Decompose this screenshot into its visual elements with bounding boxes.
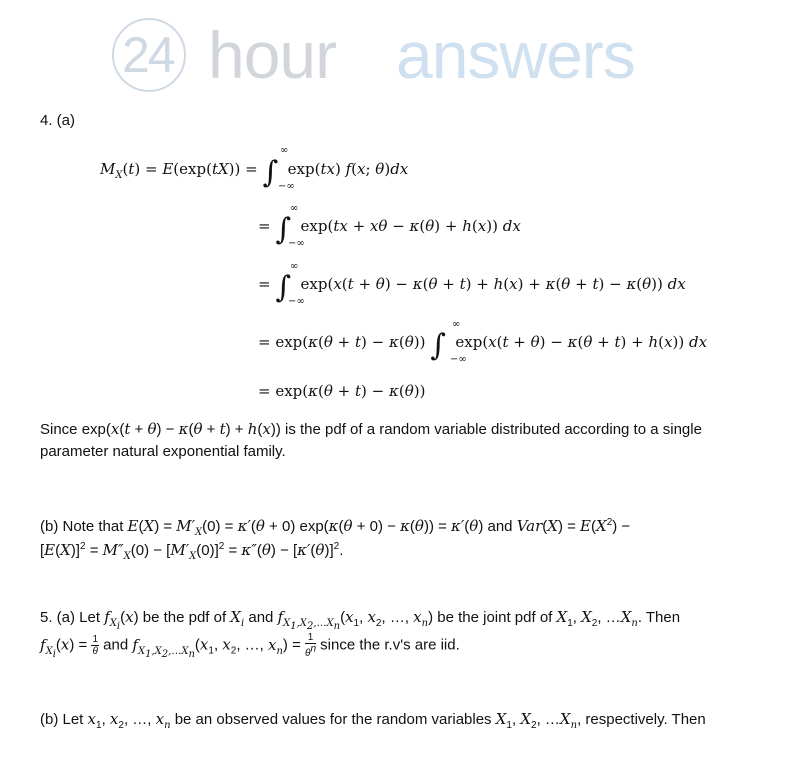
q4-since-line-2: parameter natural exponential family. bbox=[40, 443, 286, 460]
logo-word-hour: hour bbox=[208, 18, 337, 92]
q4b-line-1: (b) Note that $E(X) = M'_X(0) = \kappa'(\theta + 0) \exp(\kappa(\theta + 0) - \kappa(\theta)) = \kappa'(\theta)$ and $Var(X) = E(X^2)$ − bbox=[40, 517, 631, 538]
eq2-upper-limit: ∞ bbox=[290, 203, 299, 214]
q5b-line-1: (b) Let $x_1$, $x_2$, …, $x_n$ be an observed values for the random variables $X_1$, $X_2$, $\dots X_n$, respectively. Then bbox=[40, 710, 706, 731]
eq2-text: = ∫ exp(tx + xθ − κ(θ) + h(x)) dx bbox=[258, 212, 521, 247]
q4-label: 4. (a) bbox=[40, 112, 76, 129]
eq4-upper-limit: ∞ bbox=[452, 319, 461, 330]
fraction-one-over-theta: $\frac{1}{\theta}$ bbox=[92, 634, 99, 658]
q4-equation-5 bbox=[258, 380, 425, 402]
q4-equation-1 bbox=[100, 155, 409, 190]
eq1-upper-limit: ∞ bbox=[280, 145, 289, 156]
eq1-lower-limit: −∞ bbox=[278, 181, 295, 192]
logo-number: 24 bbox=[122, 27, 174, 83]
q5a-line-1: 5. (a) Let $f_{X_i}(x)$ be the pdf of $X_i$ and $f_{X_1,X_2,\dots X_n}(x_1$, $x_2$, …, $x_n$) be the joint pdf of $X_1$, $X_2$, $\dots X_n$. Then bbox=[40, 608, 681, 632]
site-logo bbox=[112, 18, 672, 96]
eq2-lower-limit: −∞ bbox=[288, 238, 305, 249]
q5a-line-2: $f_{X_i}(x)$ = $\frac{1}{\theta}$ and $f_{X_1,X_2,\dots X_n}(x_1$, $x_2$, …, $x_n$) = $\frac{1}{\theta^n}$ since the r.v's are iid. bbox=[40, 632, 460, 660]
eq4-text: = exp(κ(θ + t) − κ(θ)) ∫ exp(x(t + θ) − κ(θ + t) + h(x)) dx bbox=[258, 328, 708, 363]
logo-word-answers: answers bbox=[396, 18, 635, 92]
eq3-text: = ∫ exp(x(t + θ) − κ(θ + t) + h(x) + κ(θ + t) − κ(θ)) dx bbox=[258, 270, 686, 305]
eq4-lower-limit: −∞ bbox=[450, 354, 467, 365]
q4-since-line-1: Since exp(x(t + θ) − κ(θ + t) + h(x)) is the pdf of a random variable distributed according to a single bbox=[40, 420, 702, 438]
eq3-lower-limit: −∞ bbox=[288, 296, 305, 307]
q4-equation-4 bbox=[258, 328, 708, 363]
eq5-text: = exp(κ(θ + t) − κ(θ)) bbox=[258, 382, 426, 400]
fraction-one-over-theta-n: $\frac{1}{\theta^n}$ bbox=[305, 632, 316, 660]
q4-equation-3 bbox=[258, 270, 686, 305]
q4b-line-2: $[E(X)]^2 = M''_X(0) - [M'_X(0)]^2 = \kappa''(\theta) - [\kappa'(\theta)]^2$. bbox=[40, 541, 344, 562]
eq3-upper-limit: ∞ bbox=[290, 261, 299, 272]
eq1-text: $M_X(t) = E(\exp(tX))$ = ∫ exp(tx) f(x; θ)dx bbox=[100, 155, 409, 190]
